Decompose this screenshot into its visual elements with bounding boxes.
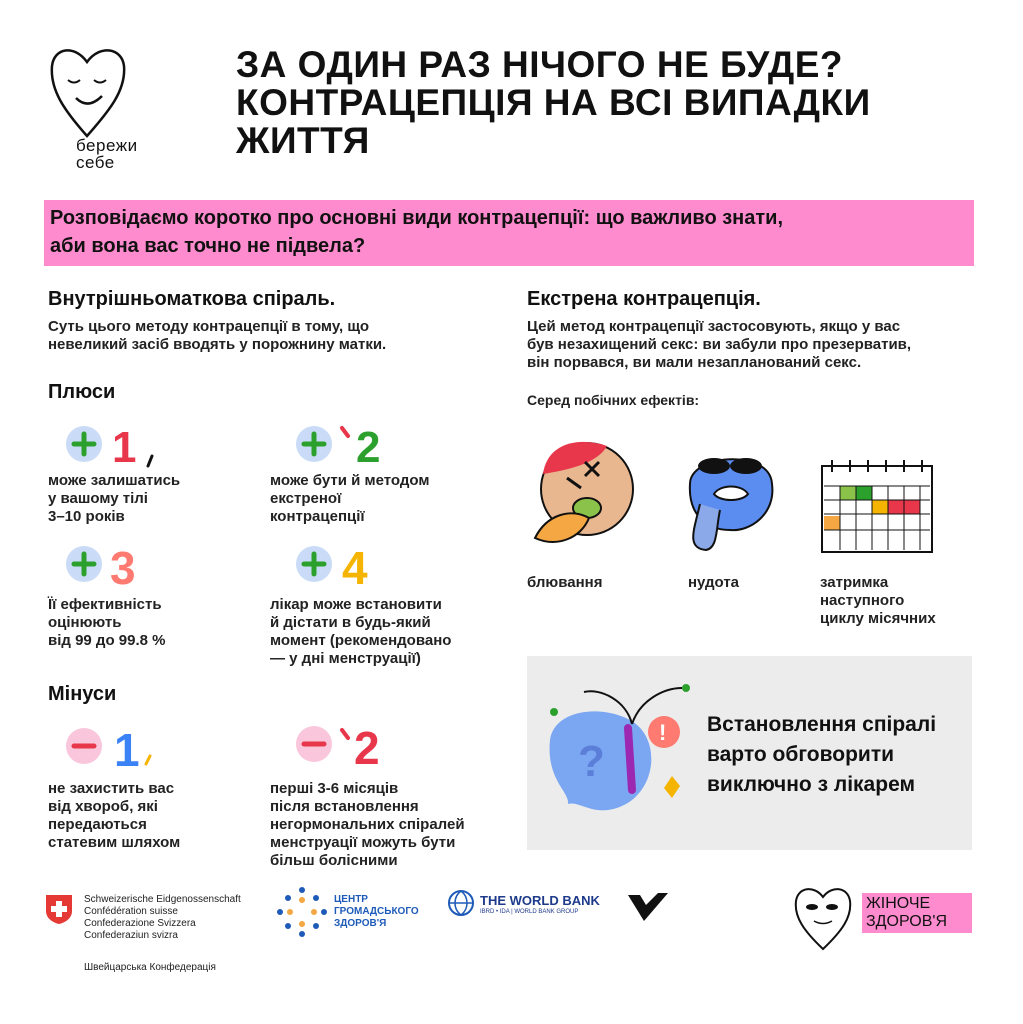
badge-number: 3 bbox=[110, 542, 136, 590]
swiss-flag-icon bbox=[44, 893, 74, 925]
pro-1-text: може залишатись у вашому тілі 3–10 років bbox=[48, 472, 181, 525]
badge-number: 1 bbox=[112, 423, 137, 470]
svg-text:!: ! bbox=[659, 720, 667, 745]
minus-two-badge-icon bbox=[290, 718, 420, 770]
cons-heading: Мінуси bbox=[48, 683, 117, 705]
plus-two-badge-icon bbox=[290, 418, 420, 470]
public-health-center-logo-icon bbox=[276, 886, 328, 938]
swiss-ua-text: Швейцарська Конфедерація bbox=[84, 962, 216, 973]
badge-number: 4 bbox=[342, 542, 368, 590]
pro-4-text: лікар може встановити й дістати в будь-який момент (рекомендовано — у дні менструації) bbox=[270, 596, 452, 667]
effect-vomiting-label: блювання bbox=[527, 574, 603, 591]
calendar-icon bbox=[818, 458, 938, 558]
partner-checkmark-logo-icon bbox=[626, 891, 670, 923]
pro-3-text: Її ефективність оцінюють від 99 до 99.8 % bbox=[48, 596, 166, 649]
nausea-face-icon bbox=[680, 444, 780, 554]
page-title: ЗА ОДИН РАЗ НІЧОГО НЕ БУДЕ? КОНТРАЦЕПЦІЯ НА ВСІ ВИПАДКИ ЖИТТЯ bbox=[236, 44, 871, 161]
swiss-confederation-text: Schweizerische Eidgenossenschaft Confédération suisse Confederazione Svizzera Confederaziun svizra bbox=[84, 894, 241, 941]
emergency-heading: Екстрена контрацепція. bbox=[527, 288, 761, 310]
minus-one-badge-icon bbox=[60, 720, 190, 772]
intro-banner-text: Розповідаємо коротко про основні види контрацепції: що важливо знати, аби вона вас точно не підвела? bbox=[50, 207, 784, 257]
plus-four-badge-icon bbox=[290, 538, 420, 590]
women-health-label: ЖІНОЧЕ ЗДОРОВ'Я bbox=[866, 895, 947, 930]
women-health-heart-icon bbox=[790, 883, 856, 953]
iud-illustration-icon bbox=[540, 680, 700, 830]
pro-2-text: може бути й методом екстреної контрацепції bbox=[270, 472, 430, 525]
effect-nausea-label: нудота bbox=[688, 574, 740, 591]
svg-text:?: ? bbox=[578, 737, 605, 786]
badge-number: 2 bbox=[354, 722, 380, 770]
effect-delay-label: затримка наступного циклу місячних bbox=[820, 574, 936, 627]
logo-text: бережи себе bbox=[76, 136, 138, 172]
vomiting-face-icon bbox=[527, 434, 637, 554]
iud-description: Суть цього методу контрацепції в тому, що невеликий засіб вводять у порожнину матки. bbox=[48, 318, 387, 353]
con-1-text: не захистить вас від хвороб, які передаються статевим шляхом bbox=[48, 780, 181, 851]
iud-heading: Внутрішньоматкова спіраль. bbox=[48, 288, 336, 310]
world-bank-globe-icon bbox=[447, 889, 475, 917]
plus-three-badge-icon bbox=[60, 538, 190, 590]
con-2-text: перші 3-6 місяців після встановлення негормональних спіралей менструації можуть бути більш болісними bbox=[270, 780, 465, 869]
world-bank-subtext: IBRD • IDA | WORLD BANK GROUP bbox=[480, 909, 579, 915]
public-health-center-text: ЦЕНТР ГРОМАДСЬКОГО ЗДОРОВ'Я bbox=[334, 894, 419, 929]
pros-heading: Плюси bbox=[48, 381, 116, 403]
badge-number: 2 bbox=[356, 423, 381, 470]
heart-logo-icon bbox=[44, 40, 130, 140]
plus-one-badge-icon bbox=[60, 418, 190, 470]
badge-number: 1 bbox=[114, 724, 140, 772]
world-bank-text: THE WORLD BANK bbox=[480, 893, 600, 908]
side-effects-heading: Серед побічних ефектів: bbox=[527, 392, 700, 408]
emergency-description: Цей метод контрацепції застосовують, якщо у вас був незахищений секс: ви забули про презерватив, він порвався, ви мали незапланований секс. bbox=[527, 318, 912, 371]
callout-text: Встановлення спіралі варто обговорити виключно з лікарем bbox=[707, 713, 937, 796]
